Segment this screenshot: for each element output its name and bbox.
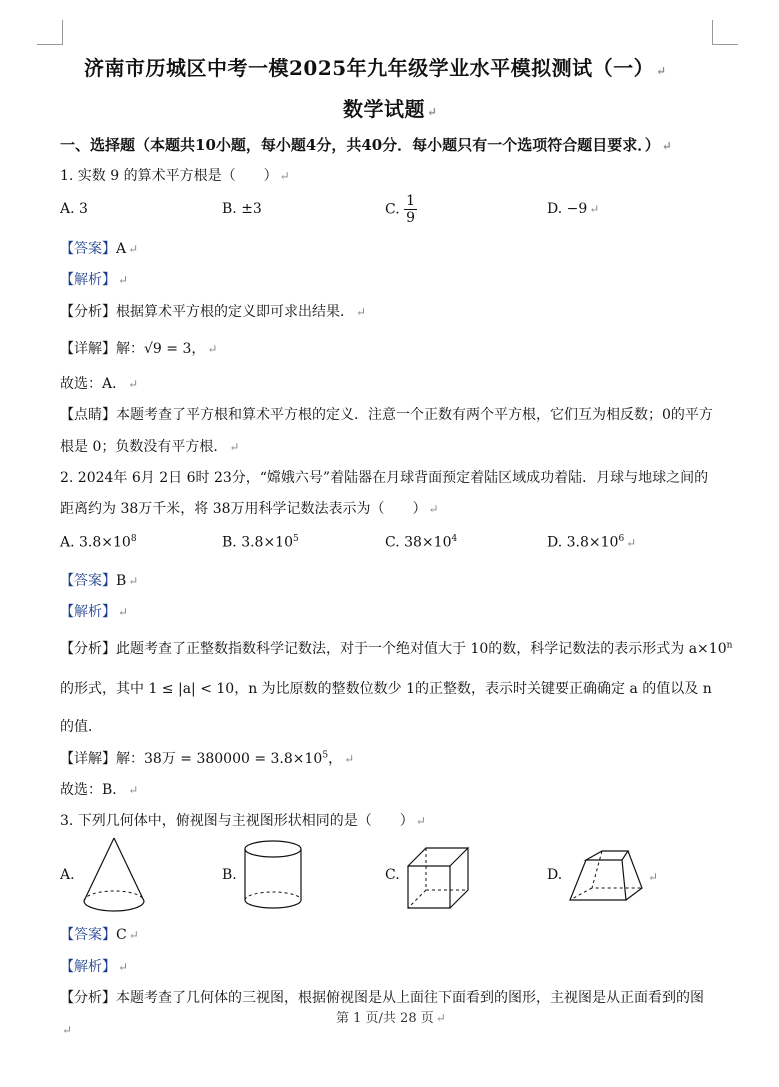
q1-option-b: B. ±3 [222,201,262,217]
crop-mark-top-right-v [712,20,713,45]
cube-figure [402,844,474,912]
q1-analysis: 【解析】 ↵ [60,272,129,288]
q3-stem: 3. 下列几何体中，俯视图与主视图形状相同的是（ ） ↵ [60,813,426,829]
q3-option-c: C. [385,867,400,883]
q2-analysis: 【解析】 ↵ [60,604,129,620]
q3-option-a: A. [60,867,75,883]
q2-fenxi-1: 【分析】此题考查了正整数指数科学记数法，对于一个绝对值大于 10的数，科学记数法的表示形式为 $a\times 10^n$ [60,640,733,657]
q3-analysis: 【解析】 ↵ [60,959,129,975]
q2-option-a: A. $3.8\times 10^8$ [60,534,137,551]
q2-option-b: B. $3.8\times 10^5$ [222,534,299,551]
frustum-figure [566,848,646,904]
page-footer: 第 1 页/共 28 页 ↵ [336,1011,446,1026]
q2-detail: 【详解】解：38万 = $380000 = 3.8\times 10^5$， ↵ [60,750,355,767]
q3-line-mark: ↵ [648,870,659,884]
q1-detail: 【详解】解：√9 = 3， ↵ [60,341,218,357]
q3-answer: 【答案】C ↵ [60,927,139,943]
q1-choose: 故选：A． ↵ [60,376,139,392]
q3-fenxi: 【分析】本题考查了几何体的三视图，根据俯视图是从上面往下面看到的图形，主视图是从正面看到的图 [60,990,704,1006]
crop-mark-top-left-v [62,20,63,45]
q2-answer: 【答案】B ↵ [60,573,139,589]
crop-mark-top-left-h [37,44,63,45]
q2-option-d: D. $3.8\times 10^6$ ↵ [547,534,637,551]
cylinder-figure [240,838,306,916]
q1-stem: 1. 实数 9 的算术平方根是（ ） ↵ [60,168,290,184]
q2-option-c: C. $38\times 10^4$ [385,534,458,551]
cone-figure [78,835,150,915]
q1-dianjing-2: 根是 0；负数没有平方根． ↵ [60,439,240,455]
q2-stem-2: 距离约为 38万千米，将 38万用科学记数法表示为（ ） ↵ [60,501,439,517]
section-heading: 一、选择题（本题共10小题，每小题4分，共40分．每小题只有一个选项符合题目要求．） ↵ [60,136,672,154]
q2-fenxi-2: 的形式，其中 1 ≤ |a| < 10，n 为比原数的整数位数少 1的正整数，表示时关键要正确确定 a 的值以及 n [60,681,712,697]
q1-option-a: A. 3 [60,201,88,217]
q2-stem-1: 2. 2024年 6月 2日 6时 23分，“嫦娥六号”着陆器在月球背面预定着陆区域成功着陆．月球与地球之间的 [60,470,709,486]
fraction-one-ninth: $\frac{1}{9}$ [406,193,416,226]
end-mark: ↵ [62,1023,73,1037]
q2-choose: 故选：B． ↵ [60,782,139,798]
document-title: 济南市历城区中考一模2025年九年级学业水平模拟测试（一） ↵ [84,56,667,80]
q2-fenxi-3: 的值． [60,719,102,735]
q1-answer: 【答案】A ↵ [60,241,139,257]
crop-mark-top-right-h [712,44,738,45]
q1-fenxi: 【分析】根据算术平方根的定义即可求出结果． ↵ [60,304,367,320]
q1-option-d: D. −9 ↵ [547,201,600,217]
q3-option-b: B. [222,867,237,883]
q1-option-c: C. $\frac{1}{9}$ [385,193,416,226]
q3-option-d: D. [547,867,563,883]
document-subtitle: 数学试题 ↵ [343,97,438,121]
q1-dianjing-1: 【点睛】本题考查了平方根和算术平方根的定义．注意一个正数有两个平方根，它们互为相反数；0的平方 [60,407,713,423]
